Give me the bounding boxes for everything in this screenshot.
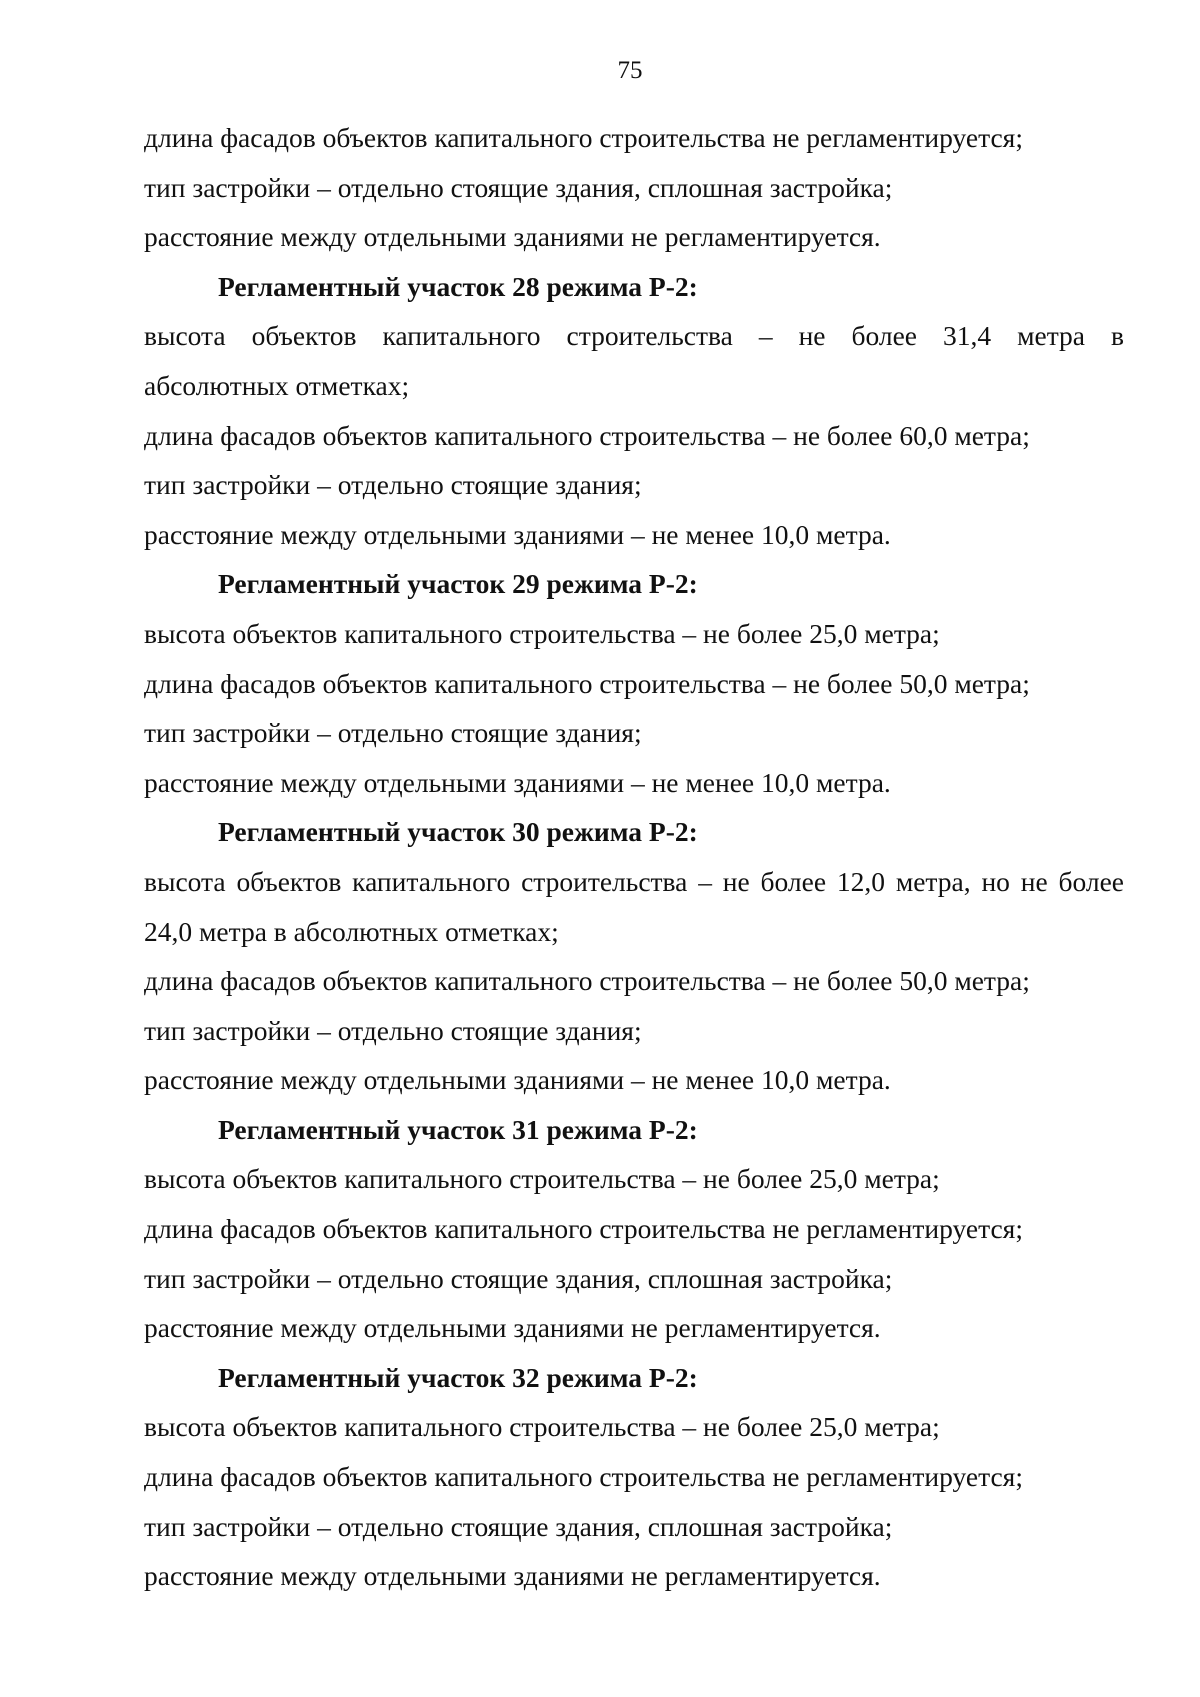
document-body — [144, 113, 1124, 1601]
section-29-type-line: тип застройки – отдельно стоящие здания; — [144, 717, 642, 749]
section-31-height-line: высота объектов капитального строительства – не более 25,0 метра; — [144, 1163, 940, 1195]
section-28-distance-line: расстояние между отдельными зданиями – не менее 10,0 метра. — [144, 518, 891, 550]
section-heading-28: Регламентный участок 28 режима Р-2: — [218, 270, 698, 302]
section-30-height-line-2: 24,0 метра в абсолютных отметках; — [144, 915, 559, 947]
section-29-height-line: высота объектов капитального строительства – не более 25,0 метра; — [144, 617, 940, 649]
section-heading-30: Регламентный участок 30 режима Р-2: — [218, 816, 698, 848]
section-32-height-line: высота объектов капитального строительства – не более 25,0 метра; — [144, 1411, 940, 1443]
section-31-facade-line: длина фасадов объектов капитального строительства не регламентируется; — [144, 1213, 1023, 1245]
section-28-type-line: тип застройки – отдельно стоящие здания; — [144, 469, 642, 501]
section-32-type-line: тип застройки – отдельно стоящие здания, сплошная застройка; — [144, 1510, 893, 1542]
section-30-height-line-1: высота объектов капитального строительства – не более 12,0 метра, но не более — [144, 865, 1124, 897]
section-heading-31: Регламентный участок 31 режима Р-2: — [218, 1113, 698, 1145]
section-31-type-line: тип застройки – отдельно стоящие здания, сплошная застройка; — [144, 1262, 893, 1294]
section-heading-32: Регламентный участок 32 режима Р-2: — [218, 1361, 698, 1393]
section-30-distance-line: расстояние между отдельными зданиями – не менее 10,0 метра. — [144, 1064, 891, 1096]
section-28-height-line-2: абсолютных отметках; — [144, 369, 410, 401]
section-29-facade-line: длина фасадов объектов капитального строительства – не более 50,0 метра; — [144, 667, 1030, 699]
section-31-distance-line: расстояние между отдельными зданиями не регламентируется. — [144, 1312, 881, 1344]
intro-facade-line: длина фасадов объектов капитального строительства не регламентируется; — [144, 122, 1023, 153]
section-28-facade-line: длина фасадов объектов капитального строительства – не более 60,0 метра; — [144, 419, 1030, 451]
page-number: 75 — [617, 57, 643, 84]
section-heading-29: Регламентный участок 29 режима Р-2: — [218, 568, 698, 600]
section-29-distance-line: расстояние между отдельными зданиями – не менее 10,0 метра. — [144, 766, 891, 798]
section-30-type-line: тип застройки – отдельно стоящие здания; — [144, 1014, 642, 1046]
intro-distance-line: расстояние между отдельными зданиями не регламентируется. — [144, 221, 881, 253]
section-30-facade-line: длина фасадов объектов капитального строительства – не более 50,0 метра; — [144, 965, 1030, 997]
section-32-facade-line: длина фасадов объектов капитального строительства не регламентируется; — [144, 1461, 1023, 1493]
intro-type-line: тип застройки – отдельно стоящие здания, сплошная застройка; — [144, 171, 893, 203]
section-32-distance-line: расстояние между отдельными зданиями не регламентируется. — [144, 1560, 881, 1592]
section-28-height-line-1: высота объектов капитального строительства – не более 31,4 метра в — [144, 320, 1124, 352]
